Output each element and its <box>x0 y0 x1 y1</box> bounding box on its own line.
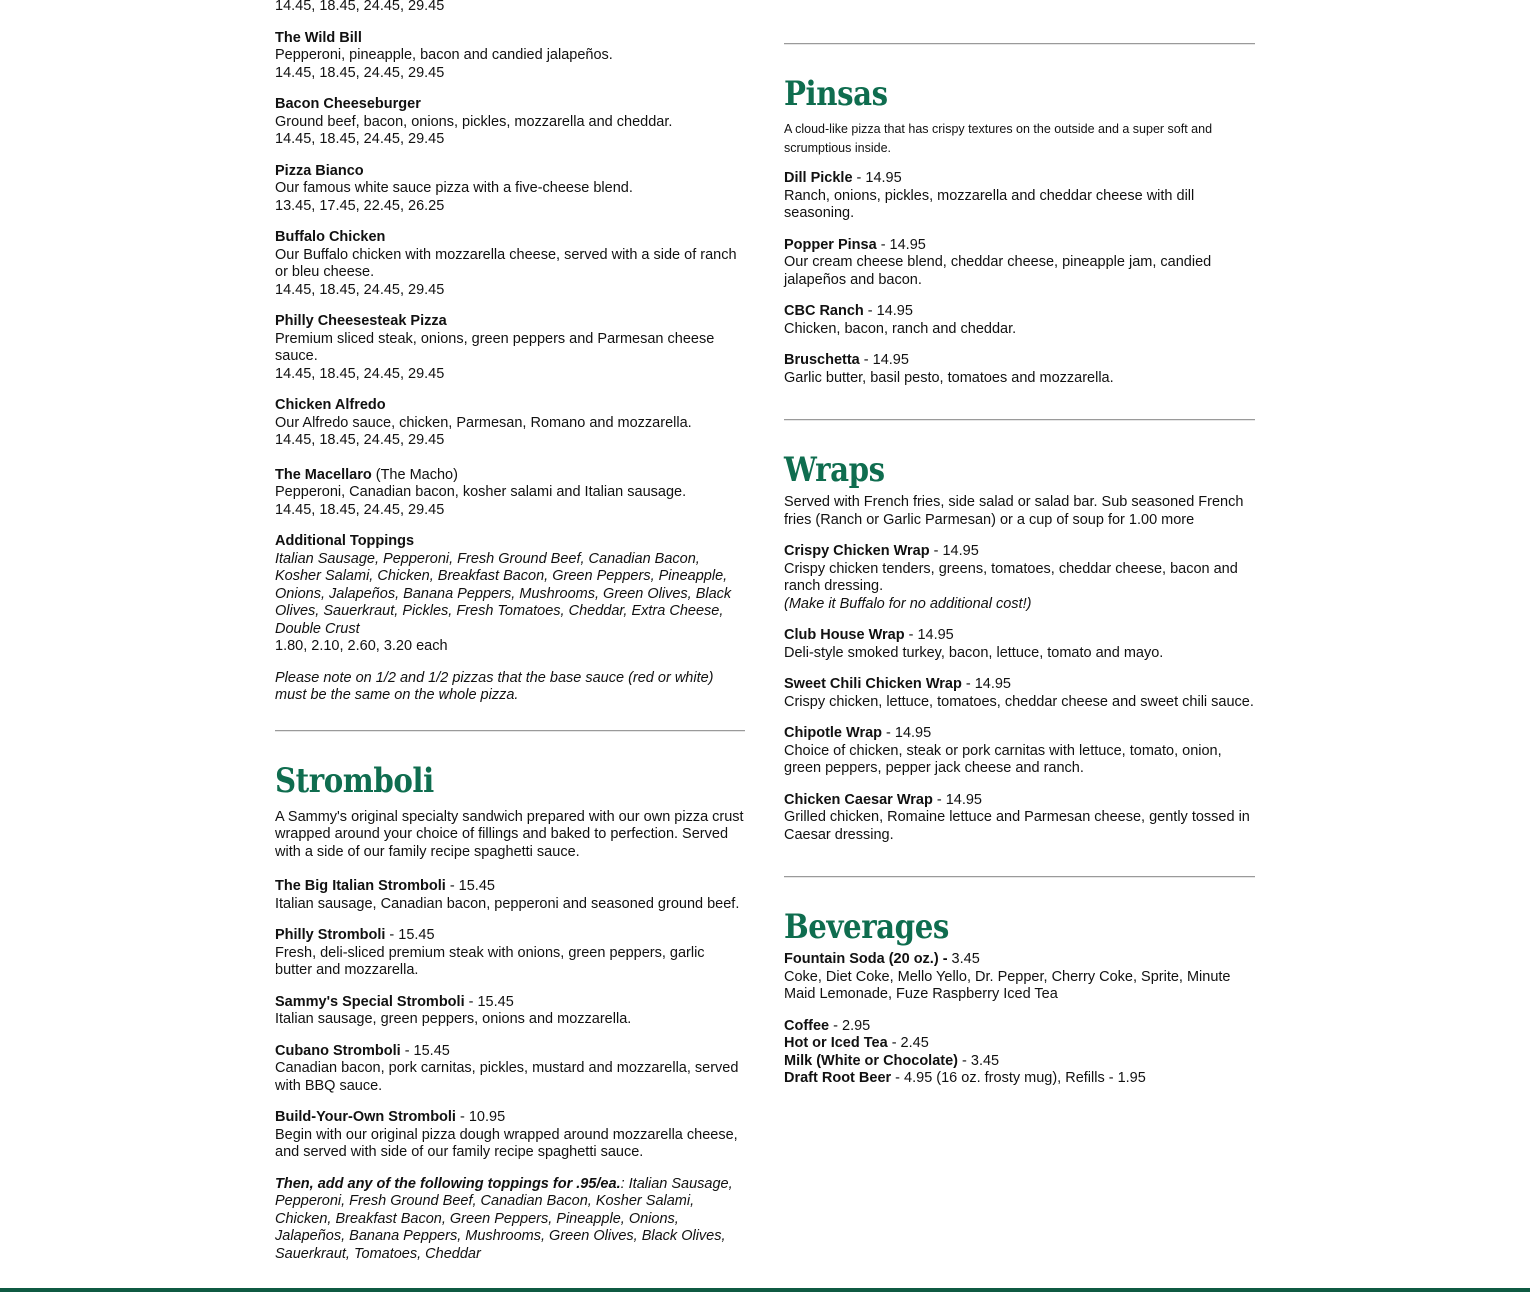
right-column <box>784 0 1255 1088</box>
item-prices: 14.45, 18.45, 24.45, 29.45 <box>275 64 445 81</box>
item-name: Chipotle Wrap <box>784 725 883 741</box>
item-prices: 14.45, 18.45, 24.45, 29.45 <box>275 281 445 298</box>
item-price: - 3.45 <box>958 1052 1000 1069</box>
item-heading <box>784 237 1255 255</box>
beverage-list <box>784 1018 1255 1088</box>
item-description: Italian sausage, green peppers, onions and mozzarella. <box>275 1011 632 1027</box>
item-description: Pepperoni, Canadian bacon, kosher salami and Italian sausage. <box>275 484 687 500</box>
item-prices: 14.45, 18.45, 24.45, 29.45 <box>275 432 445 448</box>
section-intro: A Sammy's original specialty sandwich prepared with our own pizza crust wrapped around your choice of fillings and baked to perfection. Served with a side of our family recipe spaghetti sauce. <box>275 808 744 860</box>
beverage-item <box>784 1035 1255 1053</box>
item-description: Crispy chicken tenders, greens, tomatoes, cheddar cheese, bacon and ranch dressing. <box>784 560 1238 594</box>
left-column <box>275 0 745 1263</box>
menu-item <box>784 627 1255 662</box>
item-heading <box>784 725 1255 743</box>
item-description: Grilled chicken, Romaine lettuce and Parmesan cheese, gently tossed in Caesar dressing. <box>784 809 1250 843</box>
menu-item <box>275 397 745 450</box>
item-name: Philly Cheesesteak Pizza <box>275 313 447 329</box>
menu-item <box>275 163 745 216</box>
item-price: - 2.45 <box>887 1035 929 1051</box>
item-description: Italian sausage, Canadian bacon, pepperoni and seasoned ground beef. <box>275 895 740 912</box>
menu-item <box>275 994 745 1029</box>
menu-item <box>784 792 1255 845</box>
half-pizza-note: Please note on 1/2 and 1/2 pizzas that the base sauce (red or white) must be the same on the whole pizza. <box>275 669 714 703</box>
item-description: Our Buffalo chicken with mozzarella cheese, served with a side of ranch or bleu cheese. <box>275 246 737 280</box>
item-description: Ground beef, bacon, onions, pickles, mozzarella and cheddar. <box>275 113 673 130</box>
item-name: Sweet Chili Chicken Wrap <box>784 676 962 692</box>
item-description: Chicken, bacon, ranch and cheddar. <box>784 320 1017 337</box>
item-heading <box>275 878 745 896</box>
item-name: Crispy Chicken Wrap <box>784 543 930 559</box>
menu-item <box>784 543 1255 613</box>
section-title-wraps: Wraps <box>784 450 885 490</box>
item-heading <box>784 170 1255 188</box>
item-description: Coke, Diet Coke, Mello Yello, Dr. Pepper, Cherry Coke, Sprite, Minute Maid Lemonade, Fuze Raspberry Iced Tea <box>784 968 1231 1002</box>
item-alias: (The Macho) <box>375 466 458 483</box>
section-title-stromboli: Stromboli <box>275 760 434 801</box>
item-name: Dill Pickle <box>784 170 853 186</box>
item-name: Buffalo Chicken <box>275 229 386 245</box>
item-description: Canadian bacon, pork carnitas, pickles, mustard and mozzarella, served with BBQ sauce. <box>275 1060 739 1094</box>
item-name: Cubano Stromboli <box>275 1042 401 1059</box>
item-description: Begin with our original pizza dough wrapped around mozzarella cheese, and served with side of our family recipe spaghetti sauce. <box>275 1126 738 1160</box>
item-price: - 10.95 <box>455 1109 506 1125</box>
item-name: Chicken Alfredo <box>275 397 386 413</box>
item-prices: 14.45, 18.45, 24.45, 29.45 <box>275 0 445 14</box>
item-description: Fresh, deli-sliced premium steak with onions, green peppers, garlic butter and mozzarella. <box>275 944 705 978</box>
section-title-beverages: Beverages <box>784 907 949 947</box>
item-price: - 15.45 <box>464 993 514 1010</box>
item-prices: 14.45, 18.45, 24.45, 29.45 <box>275 501 445 518</box>
item-price: - 15.45 <box>385 927 435 943</box>
item-heading <box>784 627 1255 645</box>
item-name: Build-Your-Own Stromboli <box>275 1109 456 1125</box>
item-name: Philly Stromboli <box>275 927 386 943</box>
item-name: Bruschetta <box>784 352 860 368</box>
item-name: Fountain Soda (20 oz.) - <box>784 951 948 967</box>
section-divider <box>784 876 1255 878</box>
menu-item-fountain-soda <box>784 951 1255 1004</box>
item-prices: 1.80, 2.10, 2.60, 3.20 each <box>275 638 448 654</box>
menu-item <box>275 96 745 149</box>
item-price: - 14.95 <box>961 676 1011 692</box>
item-description: Pepperoni, pineapple, bacon and candied jalapeños. <box>275 47 613 63</box>
item-name: Popper Pinsa <box>784 236 877 253</box>
item-description: Ranch, onions, pickles, mozzarella and cheddar cheese with dill seasoning. <box>784 187 1195 221</box>
item-description: Our Alfredo sauce, chicken, Parmesan, Romano and mozzarella. <box>275 414 692 431</box>
item-heading <box>784 543 1255 561</box>
beverage-item <box>784 1018 1255 1036</box>
item-price: - 14.95 <box>863 303 913 319</box>
item-name: Club House Wrap <box>784 627 905 643</box>
item-price: - 14.95 <box>904 627 954 643</box>
menu-item <box>275 30 745 83</box>
menu-item <box>784 237 1255 290</box>
section-intro: A cloud-like pizza that has crispy textures on the outside and a super soft and scrumptious inside. <box>784 122 1213 155</box>
item-name: CBC Ranch <box>784 303 864 319</box>
item-heading <box>275 1109 745 1127</box>
item-name: Sammy's Special Stromboli <box>275 993 465 1010</box>
item-name: Chicken Caesar Wrap <box>784 791 933 808</box>
item-name: Milk (White or Chocolate) <box>784 1052 958 1069</box>
item-heading <box>784 303 1255 321</box>
item-description: Deli-style smoked turkey, bacon, lettuce, tomato and mayo. <box>784 644 1164 661</box>
item-description: Garlic butter, basil pesto, tomatoes and mozzarella. <box>784 369 1114 386</box>
item-price: - 14.95 <box>852 170 902 186</box>
item-prices: 13.45, 17.45, 22.45, 26.25 <box>275 197 445 214</box>
toppings-lead: Then, add any of the following toppings for .95/ea. <box>275 1175 621 1192</box>
item-price: - 14.95 <box>929 543 979 559</box>
beverage-item <box>784 1053 1255 1071</box>
menu-item <box>784 352 1255 387</box>
menu-item <box>275 1043 745 1096</box>
item-name: Bacon Cheeseburger <box>275 96 421 112</box>
section-divider <box>784 419 1255 421</box>
item-note: (Make it Buffalo for no additional cost!) <box>784 595 1032 612</box>
menu-item <box>784 676 1255 711</box>
menu-item <box>275 878 745 913</box>
menu-item <box>275 1109 745 1162</box>
menu-item <box>275 313 745 383</box>
item-description: Our cream cheese blend, cheddar cheese, pineapple jam, candied jalapeños and bacon. <box>784 254 1212 288</box>
item-description: Our famous white sauce pizza with a five-cheese blend. <box>275 180 633 196</box>
section-divider <box>275 730 745 732</box>
item-price: - 15.45 <box>445 878 495 894</box>
item-price: 3.45 <box>947 951 980 967</box>
item-price: - 14.95 <box>859 352 909 368</box>
item-heading <box>784 951 1255 969</box>
item-price: - 15.45 <box>400 1042 450 1059</box>
item-heading <box>275 927 745 945</box>
toppings-list: : Italian Sausage, Pepperoni, Fresh Ground Beef, Canadian Bacon, Kosher Salami, Chicken, Breakfast Bacon, Green Peppers, Pineapple, Onions, Jalapeños, Banana Peppers, Mushrooms, Green Olives, Black Olives, Sauerkraut, Tomatoes, Cheddar <box>275 1175 733 1262</box>
menu-item-macellaro <box>275 467 745 520</box>
menu-item <box>784 170 1255 223</box>
item-description: Premium sliced steak, onions, green peppers and Parmesan cheese sauce. <box>275 330 715 364</box>
item-name: The Macellaro <box>275 466 372 483</box>
menu-item <box>784 303 1255 338</box>
section-title-pinsas: Pinsas <box>784 74 888 114</box>
item-name: The Wild Bill <box>275 29 362 46</box>
item-name: Hot or Iced Tea <box>784 1035 888 1051</box>
item-name: Coffee <box>784 1017 830 1034</box>
additional-toppings <box>275 533 745 656</box>
item-heading <box>275 1043 745 1061</box>
footer-bar <box>0 1288 1530 1292</box>
item-price: - 14.95 <box>932 791 982 808</box>
section-divider <box>784 43 1255 45</box>
item-price: - 2.95 <box>829 1017 871 1034</box>
item-heading <box>275 994 745 1012</box>
item-name: Additional Toppings <box>275 533 415 549</box>
beverage-item <box>784 1070 1255 1088</box>
toppings-list: Italian Sausage, Pepperoni, Fresh Ground Beef, Canadian Bacon, Kosher Salami, Chicken, Breakfast Bacon, Green Peppers, Pineapple, Onions, Jalapeños, Banana Peppers, Mushrooms, Green Olives, Black Olives, Sauerkraut, Pickles, Fresh Tomatoes, Cheddar, Extra Cheese, Double Crust <box>275 550 732 637</box>
item-heading <box>275 467 745 485</box>
item-name: Draft Root Beer <box>784 1070 892 1086</box>
item-price: - 14.95 <box>882 725 932 741</box>
item-price: - 4.95 (16 oz. frosty mug), Refills - 1.95 <box>891 1070 1146 1086</box>
stromboli-toppings <box>275 1176 745 1264</box>
menu-item <box>275 229 745 299</box>
item-description: Crispy chicken, lettuce, tomatoes, cheddar cheese and sweet chili sauce. <box>784 693 1254 710</box>
menu-item <box>275 927 745 980</box>
item-heading <box>784 792 1255 810</box>
item-name: The Big Italian Stromboli <box>275 878 446 894</box>
item-name: Pizza Bianco <box>275 162 364 179</box>
item-price: - 14.95 <box>876 236 926 253</box>
menu-item <box>784 725 1255 778</box>
item-prices: 14.45, 18.45, 24.45, 29.45 <box>275 131 445 147</box>
item-heading <box>784 352 1255 370</box>
item-heading <box>784 676 1255 694</box>
item-description: Choice of chicken, steak or pork carnitas with lettuce, tomato, onion, green peppers, pepper jack cheese and ranch. <box>784 742 1222 776</box>
item-prices: 14.45, 18.45, 24.45, 29.45 <box>275 365 445 382</box>
section-intro: Served with French fries, side salad or salad bar. Sub seasoned French fries (Ranch or Garlic Parmesan) or a cup of soup for 1.00 more <box>784 494 1244 528</box>
